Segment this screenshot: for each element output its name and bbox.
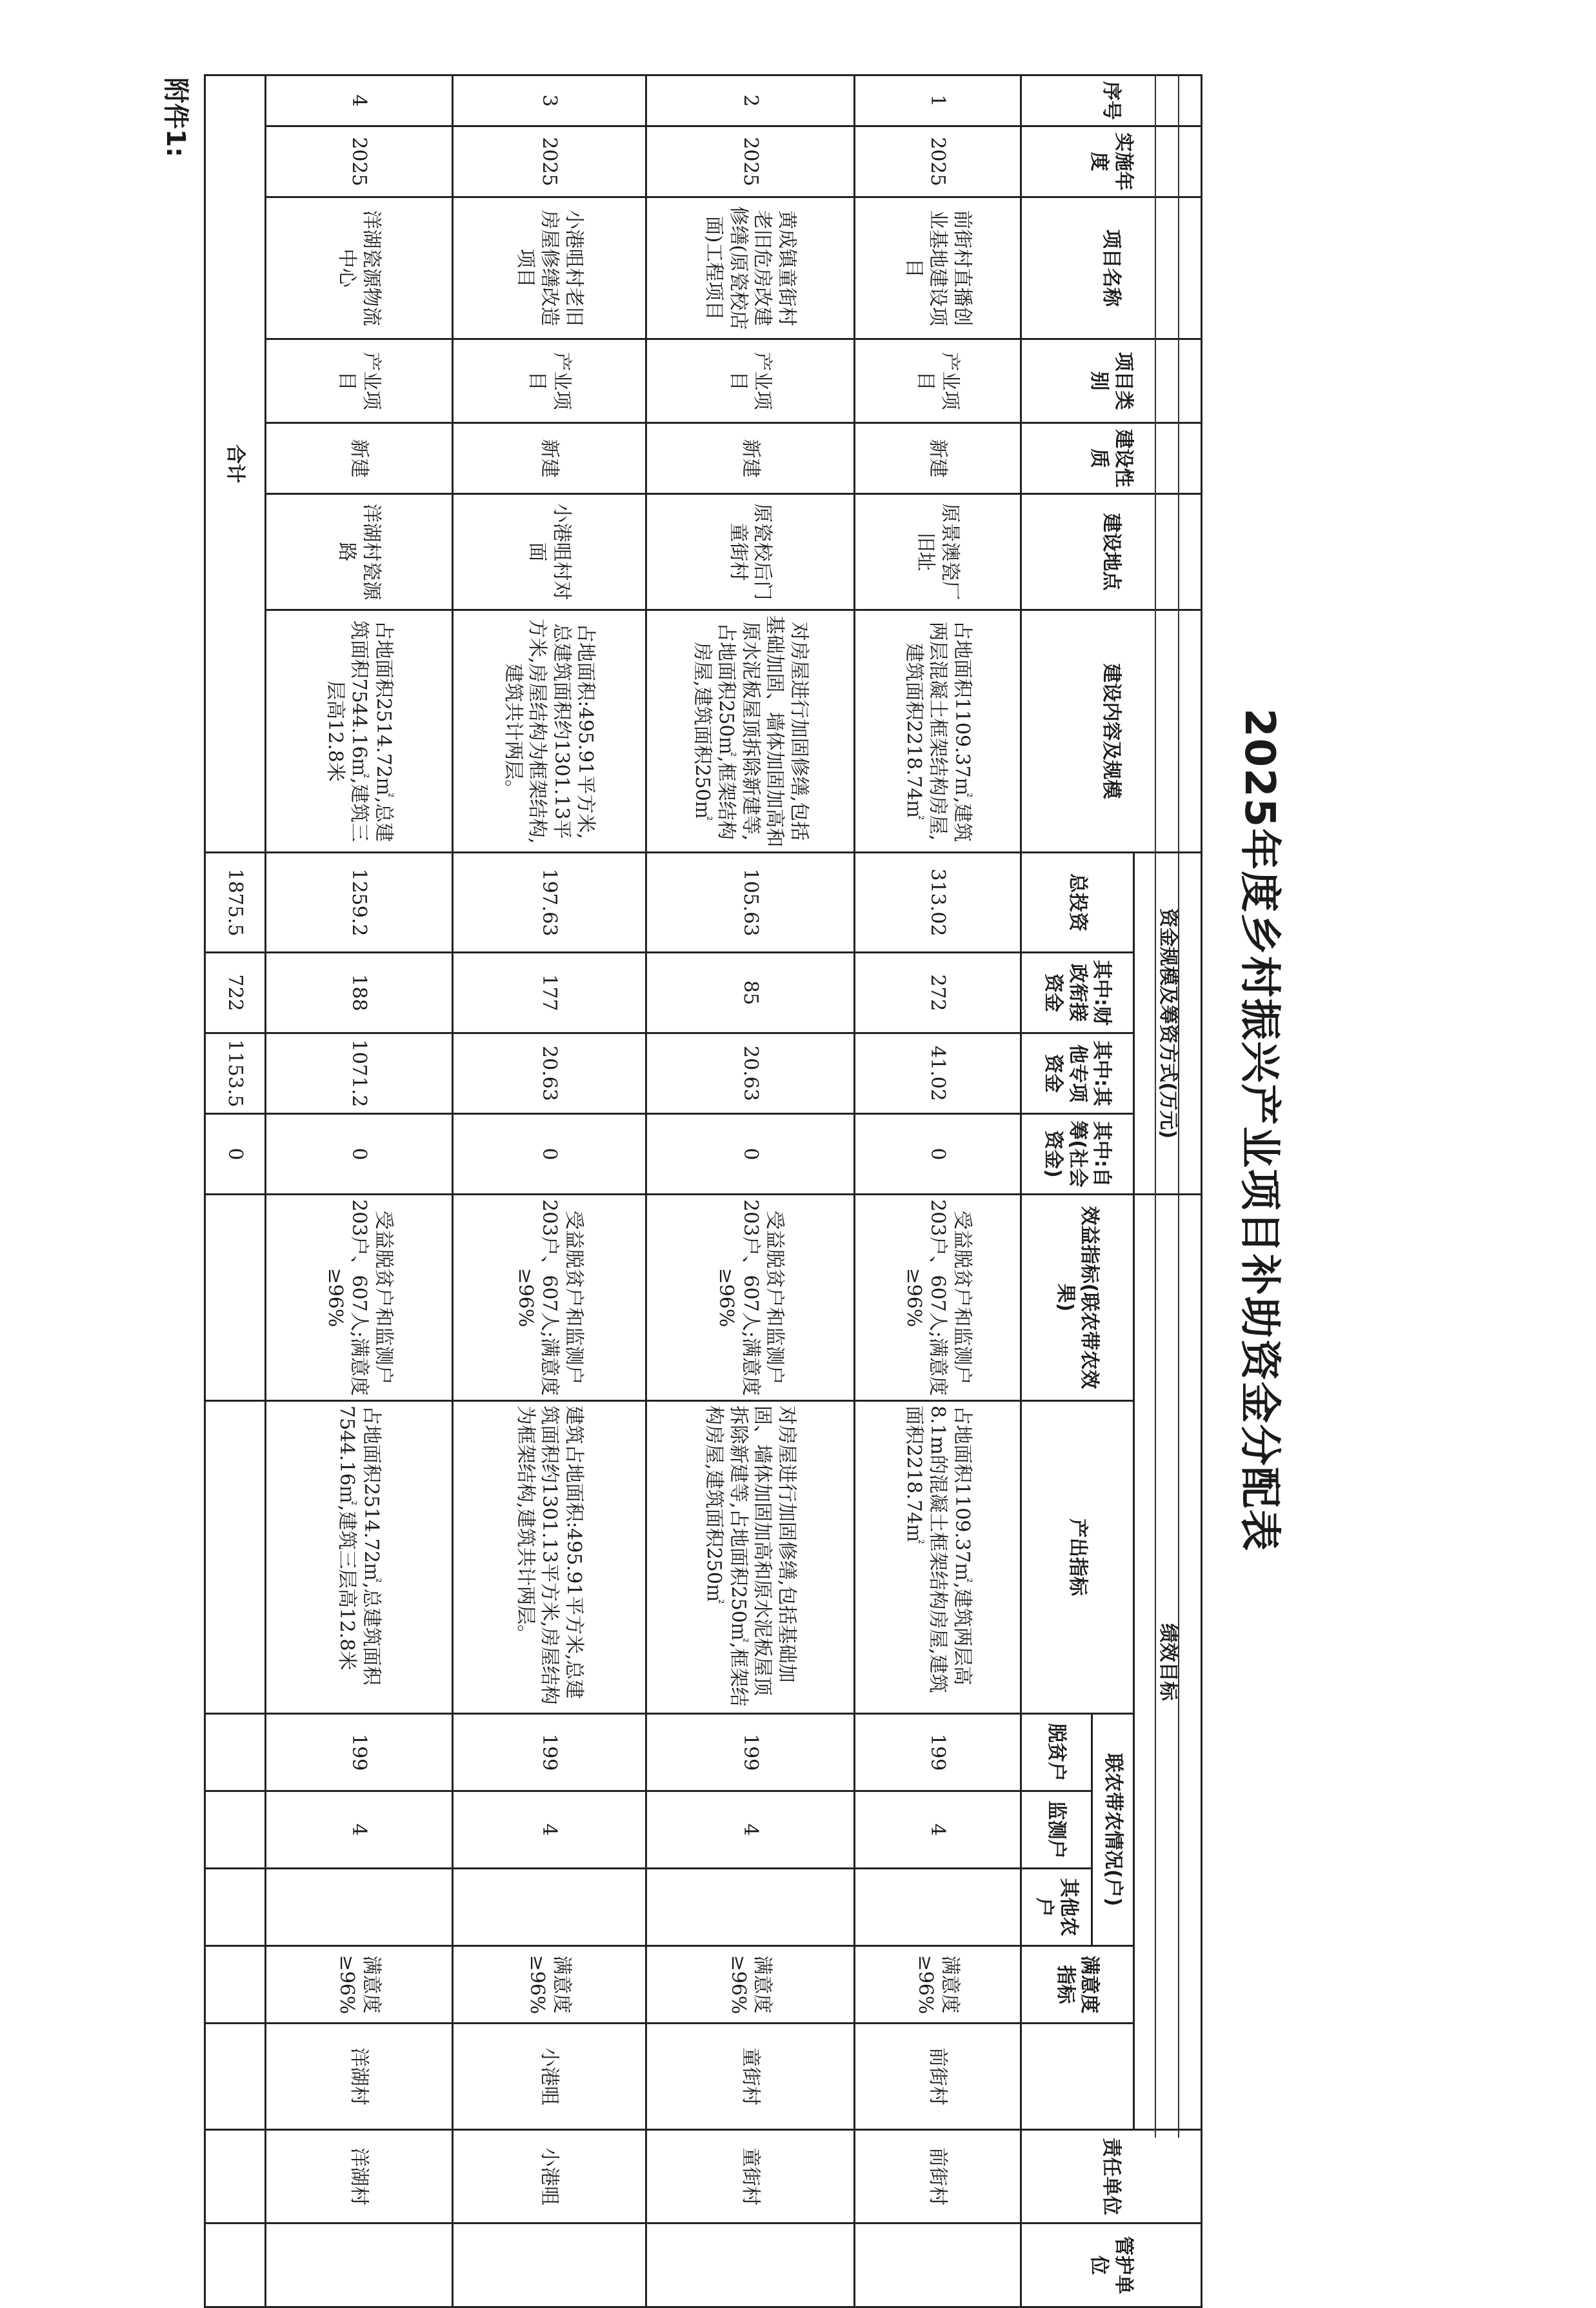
empty-guide-line xyxy=(1178,75,1179,2138)
empty-cell xyxy=(205,2223,266,2307)
cell-self: 0 xyxy=(266,1114,453,1195)
cell-note xyxy=(646,2223,855,2307)
header-fiscal: 其中:财政衔接资金 xyxy=(1021,953,1134,1033)
cell-fiscal: 188 xyxy=(266,953,453,1033)
cell-output: 占地面积2514.72㎡,总建筑面积7544.16㎡,建筑三层高12.8米 xyxy=(266,1401,453,1714)
table-header xyxy=(1021,75,1202,2307)
cell-satisfaction: 满意度≥96% xyxy=(646,1946,855,2024)
header-output: 产出指标 xyxy=(1021,1401,1134,1714)
cell-resp: 小港咀 xyxy=(453,2024,646,2130)
cell-mgmt: 洋湖村 xyxy=(266,2130,453,2223)
header-nature: 建设性质 xyxy=(1021,423,1202,494)
cell-category: 产业项目 xyxy=(453,339,646,423)
cell-output: 对房屋进行加固修缮,包括基础加固、墙体加固加高和原水泥板屋顶拆除新建等,占地面积250㎡,框架结构房屋,建筑面积250㎡ xyxy=(646,1401,855,1714)
cell-note xyxy=(453,2223,646,2307)
cell-name: 洋湖瓷源物流中心 xyxy=(266,197,453,339)
header-year: 实施年度 xyxy=(1021,126,1202,197)
empty-cell xyxy=(205,2024,266,2130)
cell-seq: 2 xyxy=(646,75,855,126)
header-name: 项目名称 xyxy=(1021,197,1202,339)
empty-cell xyxy=(205,1946,266,2024)
cell-location: 小港咀村对面 xyxy=(453,494,646,610)
total-row xyxy=(205,75,266,2307)
cell-year: 2025 xyxy=(855,126,1021,197)
cell-benefit: 受益脱贫户和监测户203户、607人;满意度≥96% xyxy=(646,1195,855,1401)
cell-other xyxy=(266,1869,453,1946)
cell-benefit: 受益脱贫户和监测户203户、607人;满意度≥96% xyxy=(266,1195,453,1401)
cell-location: 原景澳瓷厂旧址 xyxy=(855,494,1021,610)
cell-satisfaction: 满意度≥96% xyxy=(855,1946,1021,2024)
allocation-table xyxy=(204,74,1202,2308)
cell-nature: 新建 xyxy=(453,423,646,494)
cell-self: 0 xyxy=(855,1114,1021,1195)
cell-seq: 1 xyxy=(855,75,1021,126)
cell-category: 产业项目 xyxy=(646,339,855,423)
header-benefit: 效益指标(联农带农效果) xyxy=(1021,1195,1134,1401)
cell-fiscal: 177 xyxy=(453,953,646,1033)
header-other: 其他农户 xyxy=(1021,1869,1092,1946)
cell-monitor: 4 xyxy=(453,1791,646,1869)
empty-cell xyxy=(205,1869,266,1946)
total-self: 0 xyxy=(205,1114,266,1195)
cell-self: 0 xyxy=(453,1114,646,1195)
empty-cell xyxy=(205,1791,266,1869)
empty-cell xyxy=(205,1195,266,1401)
cell-category: 产业项目 xyxy=(266,339,453,423)
header-satisfaction: 满意度指标 xyxy=(1021,1946,1134,2024)
header-self: 其中:自筹(社会资金) xyxy=(1021,1114,1134,1195)
cell-seq: 4 xyxy=(266,75,453,126)
cell-benefit: 受益脱贫户和监测户203户、607人;满意度≥96% xyxy=(855,1195,1021,1401)
cell-total: 197.63 xyxy=(453,853,646,953)
total-label: 合计 xyxy=(205,75,266,853)
cell-content: 占地面积1109.37㎡,建筑两层混凝土框架结构房屋,建筑面积2218.74㎡ xyxy=(855,610,1021,853)
empty-cell xyxy=(205,1714,266,1791)
table-row xyxy=(266,75,453,2307)
cell-satisfaction: 满意度≥96% xyxy=(266,1946,453,2024)
cell-location: 原瓷校后门童街村 xyxy=(646,494,855,610)
cell-monitor: 4 xyxy=(855,1791,1021,1869)
header-monitor: 监测户 xyxy=(1021,1791,1092,1869)
cell-year: 2025 xyxy=(453,126,646,197)
cell-special: 20.63 xyxy=(453,1033,646,1114)
cell-mgmt: 童街村 xyxy=(646,2130,855,2223)
header-seq: 序号 xyxy=(1021,75,1202,126)
cell-name: 小港咀村老旧房屋修缮改造项目 xyxy=(453,197,646,339)
cell-resp: 前街村 xyxy=(855,2024,1021,2130)
cell-satisfaction: 满意度≥96% xyxy=(453,1946,646,2024)
cell-total: 1259.2 xyxy=(266,853,453,953)
cell-resp: 洋湖村 xyxy=(266,2024,453,2130)
empty-cell xyxy=(205,1401,266,1714)
header-content: 建设内容及规模 xyxy=(1021,610,1202,853)
cell-special: 41.02 xyxy=(855,1033,1021,1114)
cell-benefit: 受益脱贫户和监测户203户、607人;满意度≥96% xyxy=(453,1195,646,1401)
cell-content: 对房屋进行加固修缮,包括基础加固、墙体加固加高和原水泥板屋顶拆除新建等,占地面积250㎡,框架结构房屋,建筑面积250㎡ xyxy=(646,610,855,853)
header-category: 项目类别 xyxy=(1021,339,1202,423)
cell-special: 20.63 xyxy=(646,1033,855,1114)
cell-other xyxy=(646,1869,855,1946)
cell-year: 2025 xyxy=(266,126,453,197)
header-resp: 责任单位 xyxy=(1021,2130,1202,2223)
header-special: 其中:其他专项资金 xyxy=(1021,1033,1134,1114)
header-poor: 脱贫户 xyxy=(1021,1714,1092,1791)
cell-resp: 童街村 xyxy=(646,2024,855,2130)
cell-self: 0 xyxy=(646,1114,855,1195)
attachment-label: 附件1: xyxy=(161,77,190,157)
cell-mgmt: 小港咀 xyxy=(453,2130,646,2223)
cell-other xyxy=(855,1869,1021,1946)
cell-output: 占地面积1109.37㎡,建筑两层高8.1m的混凝土框架结构房屋,建筑面积2218.74㎡ xyxy=(855,1401,1021,1714)
cell-name: 黄成镇童街村老旧危房改建修缮(原瓷校店面)工程项目 xyxy=(646,197,855,339)
table-row xyxy=(453,75,646,2307)
header-total: 总投资 xyxy=(1021,853,1134,953)
cell-poor: 199 xyxy=(646,1714,855,1791)
empty-cell xyxy=(205,2130,266,2223)
cell-note xyxy=(855,2223,1021,2307)
cell-nature: 新建 xyxy=(266,423,453,494)
cell-year: 2025 xyxy=(646,126,855,197)
cell-note xyxy=(266,2223,453,2307)
cell-category: 产业项目 xyxy=(855,339,1021,423)
empty-guide-line xyxy=(1155,75,1156,2138)
cell-other xyxy=(453,1869,646,1946)
cell-total: 313.02 xyxy=(855,853,1021,953)
cell-nature: 新建 xyxy=(855,423,1021,494)
cell-nature: 新建 xyxy=(646,423,855,494)
header-perf-group: 绩效目标 xyxy=(1134,1195,1202,2130)
cell-name: 前街村直播创业基地建设项目 xyxy=(855,197,1021,339)
header-location: 建设地点 xyxy=(1021,494,1202,610)
cell-location: 洋湖村瓷源路 xyxy=(266,494,453,610)
total-fiscal: 722 xyxy=(205,953,266,1033)
total-sum: 1875.5 xyxy=(205,853,266,953)
total-special: 1153.5 xyxy=(205,1033,266,1114)
cell-total: 105.63 xyxy=(646,853,855,953)
cell-fiscal: 85 xyxy=(646,953,855,1033)
table-body xyxy=(205,75,1021,2307)
cell-poor: 199 xyxy=(855,1714,1021,1791)
cell-special: 1071.2 xyxy=(266,1033,453,1114)
header-funds-group: 资金规模及筹资方式(万元) xyxy=(1134,853,1202,1195)
table-row xyxy=(855,75,1021,2307)
cell-output: 建筑占地面积:495.91平方米,总建筑面积约1301.13平方米,房屋结构为框架结构,建筑共计两层。 xyxy=(453,1401,646,1714)
cell-poor: 199 xyxy=(266,1714,453,1791)
header-link-group: 联农带农情况(户) xyxy=(1092,1714,1134,1946)
table-row xyxy=(646,75,855,2307)
cell-mgmt: 前街村 xyxy=(855,2130,1021,2223)
cell-poor: 199 xyxy=(453,1714,646,1791)
cell-content: 占地面积:495.91平方米,总建筑面积约1301.13平方米,房屋结构为框架结构,建筑共计两层。 xyxy=(453,610,646,853)
cell-content: 占地面积2514.72㎡,总建筑面积7544.16㎡,建筑三层高12.8米 xyxy=(266,610,453,853)
cell-monitor: 4 xyxy=(646,1791,855,1869)
cell-monitor: 4 xyxy=(266,1791,453,1869)
cell-seq: 3 xyxy=(453,75,646,126)
page-title: 2025年度乡村振兴产业项目补助资金分配表 xyxy=(1235,708,1283,1553)
header-mgmt: 管护单位 xyxy=(1021,2223,1202,2307)
cell-fiscal: 272 xyxy=(855,953,1021,1033)
